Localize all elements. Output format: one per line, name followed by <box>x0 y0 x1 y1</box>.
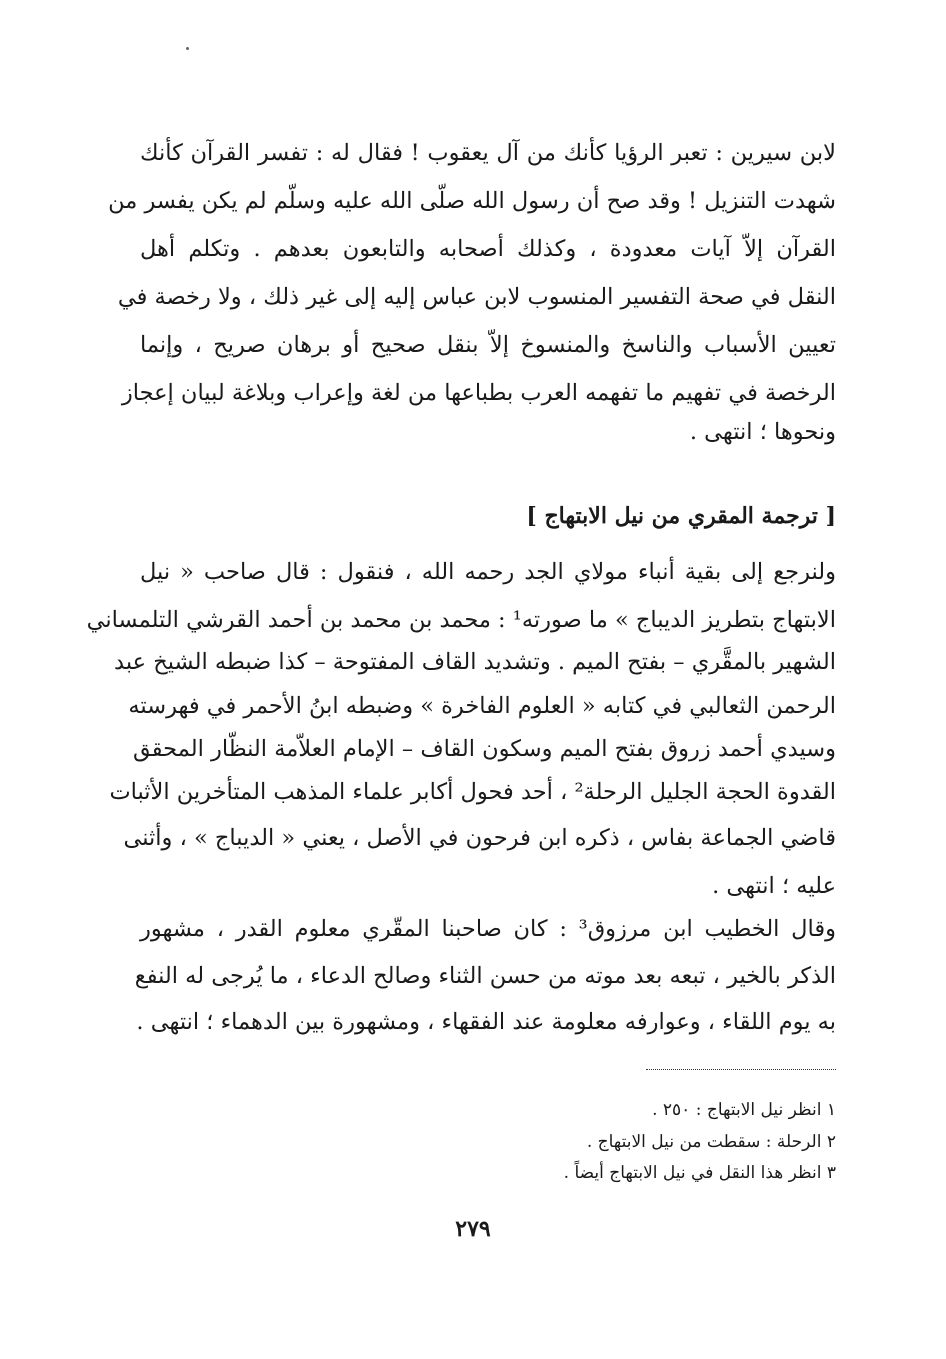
paragraph2-line-3: الشهير بالمقَّري – بفتح الميم . وتشديد القاف المفتوحة – كذا ضبطه الشيخ عبد <box>114 649 836 675</box>
paragraph2-line-2: الابتهاج بتطريز الديباج » ما صورته¹ : محمد بن محمد بن أحمد القرشي التلمساني <box>86 607 836 633</box>
paragraph1-line-7: ونحوها ؛ انتهى . <box>689 419 836 445</box>
page-number: ٢٧٩ <box>455 1216 491 1242</box>
paragraph3-line-2: الذكر بالخير ، تبعه بعد موته من حسن الثناء وصالح الدعاء ، ما يُرجى له النفع <box>134 963 836 989</box>
paragraph1-line-1: لابن سيرين : تعبر الرؤيا كأنك من آل يعقوب ! فقال له : تفسر القرآن كأنك <box>140 140 836 166</box>
footnote-1: ١ انظر نيل الابتهاج : ٢٥٠ . <box>652 1100 836 1120</box>
paragraph1-line-6: الرخصة في تفهيم ما تفهمه العرب بطباعها من لغة وإعراب وبلاغة لبيان إعجاز <box>121 380 836 406</box>
paragraph2-line-8: عليه ؛ انتهى . <box>712 873 836 899</box>
paragraph3-line-1: وقال الخطيب ابن مرزوق³ : كان صاحبنا المقّري معلوم القدر ، مشهور <box>140 916 836 942</box>
paragraph1-line-4: النقل في صحة التفسير المنسوب لابن عباس إليه إلى غير ذلك ، ولا رخصة في <box>117 284 836 310</box>
section-heading: [ ترجمة المقري من نيل الابتهاج ] <box>526 503 836 529</box>
footnote-2: ٢ الرحلة : سقطت من نيل الابتهاج . <box>586 1132 836 1152</box>
paragraph2-line-5: وسيدي أحمد زروق بفتح الميم وسكون القاف – الإمام العلاّمة النظّار المحقق <box>133 736 836 762</box>
paragraph3-line-3: به يوم اللقاء ، وعوارفه معلومة عند الفقهاء ، ومشهورة بين الدهماء ؛ انتهى . <box>136 1009 836 1035</box>
paragraph2-line-1 <box>140 552 836 592</box>
print-speck <box>186 47 189 50</box>
paragraph2-line-1-text: ولنرجع إلى بقية أنباء مولاي الجد رحمه الله ، فنقول : قال صاحب « نيل <box>140 559 836 585</box>
paragraph1-line-3: القرآن إلاّ آيات معدودة ، وكذلك أصحابه والتابعون بعدهم . وتكلم أهل <box>140 236 836 262</box>
footnote-3: ٣ انظر هذا النقل في نيل الابتهاج أيضاً . <box>563 1163 836 1183</box>
paragraph2-line-6: القدوة الحجة الجليل الرحلة² ، أحد فحول أكابر علماء المذهب المتأخرين الأثبات <box>109 779 836 805</box>
paragraph1-line-5: تعيين الأسباب والناسخ والمنسوخ إلاّ بنقل صحيح أو برهان صريح ، وإنما <box>140 332 836 358</box>
paragraph2-line-7: قاضي الجماعة بفاس ، ذكره ابن فرحون في الأصل ، يعني « الديباج » ، وأثنى <box>123 825 836 851</box>
footnote-divider <box>646 1069 836 1070</box>
paragraph1-line-2: شهدت التنزيل ! وقد صح أن رسول الله صلّى الله عليه وسلّم لم يكن يفسر من <box>108 188 836 214</box>
paragraph2-line-4: الرحمن الثعالبي في كتابه « العلوم الفاخرة » وضبطه ابنُ الأحمر في فهرسته <box>128 693 836 719</box>
